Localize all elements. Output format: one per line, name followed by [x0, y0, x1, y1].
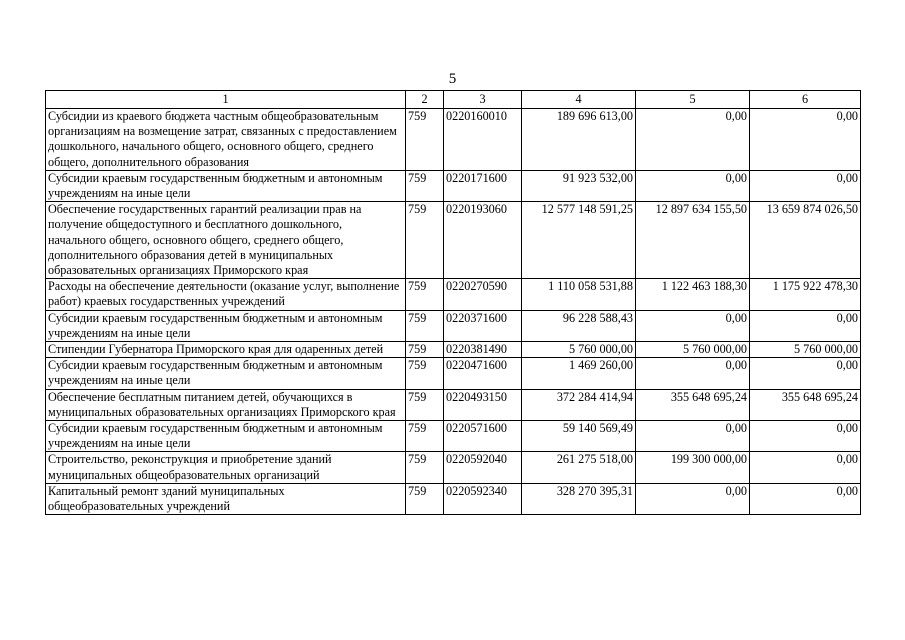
row-description: Субсидии краевым государственным бюджетным и автономным учреждениям на иные цели [46, 358, 406, 389]
row-code-3: 0220160010 [444, 109, 522, 171]
row-code-3: 0220171600 [444, 170, 522, 201]
row-code-3: 0220381490 [444, 342, 522, 358]
row-amount-4: 1 110 058 531,88 [522, 279, 636, 310]
row-code-2: 759 [406, 358, 444, 389]
row-code-2: 759 [406, 421, 444, 452]
table-row [46, 421, 861, 452]
row-amount-6: 0,00 [750, 170, 861, 201]
row-amount-4: 328 270 395,31 [522, 483, 636, 514]
row-code-2: 759 [406, 279, 444, 310]
table-header-row [46, 91, 861, 109]
row-description: Субсидии из краевого бюджета частным общеобразовательным организациям на возмещение затрат, связанных с предоставлением дошкольного, начального общего, основного общего, среднего общего, дополнительного образования [46, 109, 406, 171]
table-row [46, 389, 861, 420]
table-row [46, 279, 861, 310]
budget-table [45, 90, 861, 515]
row-amount-5: 0,00 [636, 170, 750, 201]
row-amount-4: 5 760 000,00 [522, 342, 636, 358]
row-amount-6: 0,00 [750, 483, 861, 514]
row-amount-4: 372 284 414,94 [522, 389, 636, 420]
table-row [46, 109, 861, 171]
table-row [46, 483, 861, 514]
row-code-2: 759 [406, 452, 444, 483]
row-description: Субсидии краевым государственным бюджетным и автономным учреждениям на иные цели [46, 421, 406, 452]
row-amount-4: 91 923 532,00 [522, 170, 636, 201]
row-amount-4: 261 275 518,00 [522, 452, 636, 483]
row-amount-6: 0,00 [750, 109, 861, 171]
table-row [46, 310, 861, 341]
row-code-2: 759 [406, 483, 444, 514]
row-code-3: 0220592340 [444, 483, 522, 514]
row-amount-5: 355 648 695,24 [636, 389, 750, 420]
row-amount-4: 96 228 588,43 [522, 310, 636, 341]
column-header-5: 5 [636, 91, 750, 109]
row-amount-6: 5 760 000,00 [750, 342, 861, 358]
row-code-3: 0220571600 [444, 421, 522, 452]
row-amount-6: 0,00 [750, 358, 861, 389]
row-amount-5: 0,00 [636, 109, 750, 171]
row-amount-5: 0,00 [636, 483, 750, 514]
row-amount-6: 0,00 [750, 421, 861, 452]
row-amount-6: 0,00 [750, 310, 861, 341]
row-code-3: 0220471600 [444, 358, 522, 389]
table-row [46, 202, 861, 279]
row-description: Капитальный ремонт зданий муниципальных общеобразовательных учреждений [46, 483, 406, 514]
row-code-2: 759 [406, 170, 444, 201]
row-description: Строительство, реконструкция и приобретение зданий муниципальных общеобразовательных организаций [46, 452, 406, 483]
row-amount-5: 0,00 [636, 421, 750, 452]
row-amount-5: 199 300 000,00 [636, 452, 750, 483]
row-description: Субсидии краевым государственным бюджетным и автономным учреждениям на иные цели [46, 310, 406, 341]
row-amount-4: 1 469 260,00 [522, 358, 636, 389]
column-header-3: 3 [444, 91, 522, 109]
row-description: Обеспечение государственных гарантий реализации прав на получение общедоступного и бесплатного дошкольного, начального общего, основного общего, среднего общего, дополнительного образования детей в муниципальных образовательных организациях Приморского края [46, 202, 406, 279]
row-amount-6: 13 659 874 026,50 [750, 202, 861, 279]
row-code-2: 759 [406, 342, 444, 358]
row-amount-6: 355 648 695,24 [750, 389, 861, 420]
row-amount-4: 189 696 613,00 [522, 109, 636, 171]
row-description: Обеспечение бесплатным питанием детей, обучающихся в муниципальных образовательных организациях Приморского края [46, 389, 406, 420]
row-code-2: 759 [406, 109, 444, 171]
row-code-2: 759 [406, 389, 444, 420]
row-description: Субсидии краевым государственным бюджетным и автономным учреждениям на иные цели [46, 170, 406, 201]
page-number: 5 [448, 71, 457, 87]
row-code-3: 0220592040 [444, 452, 522, 483]
table-row [46, 452, 861, 483]
row-code-3: 0220193060 [444, 202, 522, 279]
row-code-3: 0220493150 [444, 389, 522, 420]
row-amount-4: 12 577 148 591,25 [522, 202, 636, 279]
row-amount-5: 0,00 [636, 310, 750, 341]
row-code-3: 0220270590 [444, 279, 522, 310]
column-header-1: 1 [46, 91, 406, 109]
row-description: Стипендии Губернатора Приморского края для одаренных детей [46, 342, 406, 358]
column-header-4: 4 [522, 91, 636, 109]
row-amount-5: 0,00 [636, 358, 750, 389]
column-header-2: 2 [406, 91, 444, 109]
row-code-3: 0220371600 [444, 310, 522, 341]
row-amount-5: 5 760 000,00 [636, 342, 750, 358]
row-amount-4: 59 140 569,49 [522, 421, 636, 452]
column-header-6: 6 [750, 91, 861, 109]
row-code-2: 759 [406, 202, 444, 279]
row-description: Расходы на обеспечение деятельности (оказание услуг, выполнение работ) краевых государственных учреждений [46, 279, 406, 310]
row-amount-6: 1 175 922 478,30 [750, 279, 861, 310]
table-row [46, 342, 861, 358]
row-amount-5: 12 897 634 155,50 [636, 202, 750, 279]
row-amount-6: 0,00 [750, 452, 861, 483]
row-code-2: 759 [406, 310, 444, 341]
table-row [46, 358, 861, 389]
row-amount-5: 1 122 463 188,30 [636, 279, 750, 310]
table-row [46, 170, 861, 201]
